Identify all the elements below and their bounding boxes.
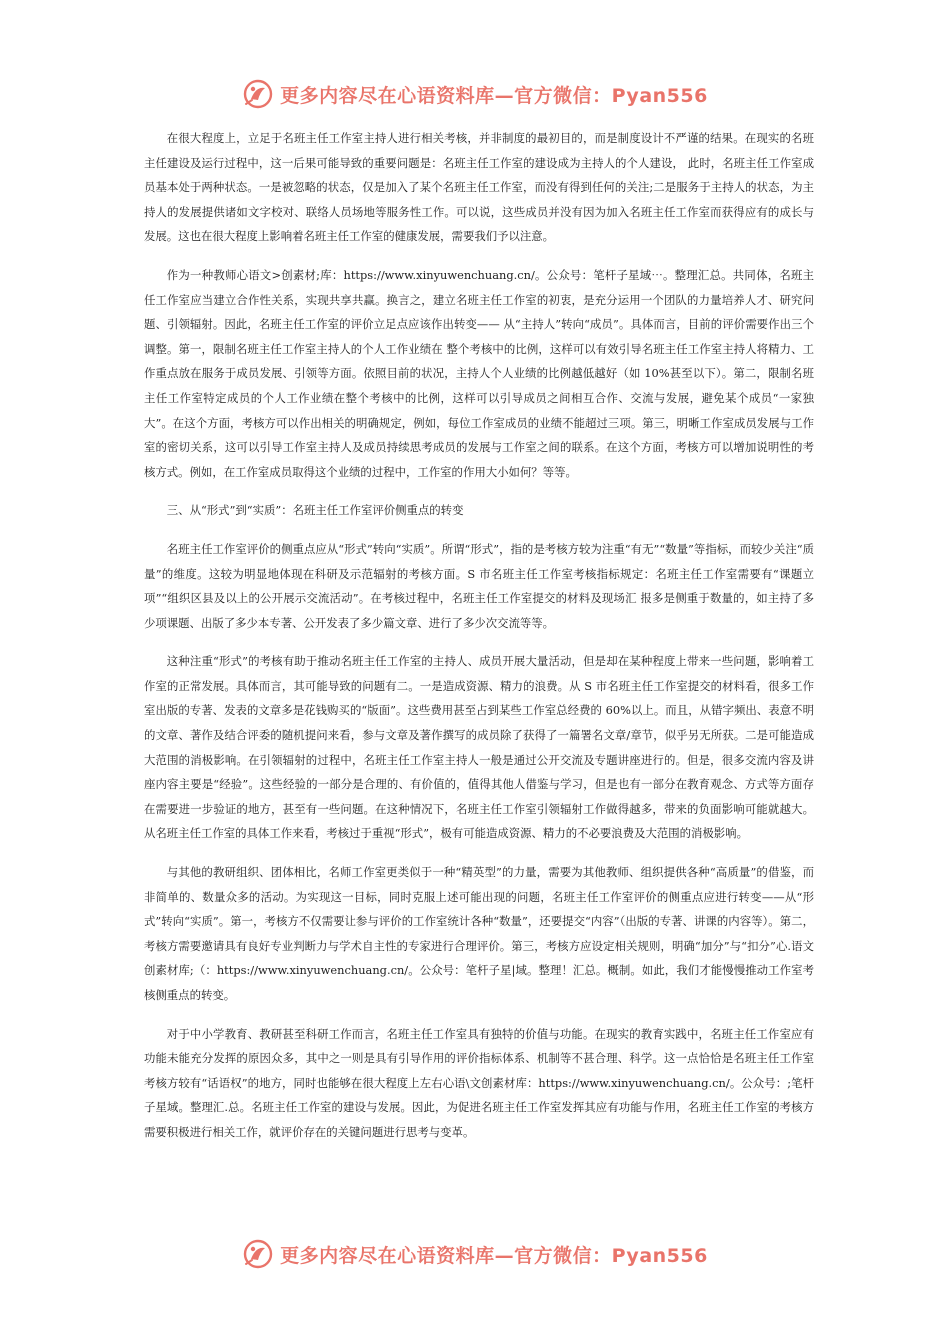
footer-banner (0, 1234, 950, 1274)
banner-text: 更多内容尽在心语资料库—官方微信：Pyan556 (280, 1244, 708, 1267)
section-heading: 三、从“形式”到“实质”：名班主任工作室评价侧重点的转变 (166, 503, 464, 518)
banner-text: 更多内容尽在心语资料库—官方微信：Pyan556 (280, 84, 708, 107)
paragraph-4: 这种注重“形式”的考核有助于推动名班主任工作室的主持人、成员开展大量活动，但是却在某种程度上带来一些问题，影响着工作室的正常发展。具体而言，其可能导致的问题有二。一是造成资源、精力的浪费。从 S 市名班主任工作室提交的材料看，很多工作室出版的专著、发表的文章多是花钱购买的“版面”。这些费用甚至占到某些工作室总经费的 60%以上。而且，从错字频出、表意不明的文章、著作及结合评委的随机提问来看，参与文章及著作撰写的成员除了获得了一篇署名文章/章节，似乎另无所获。二是可能造成大范围的消极影响。在引领辐射的过程中，名班主任工作室主持人一般是通过公开交流及专题讲座进行的。但是，很多交流内容及讲座内容主要是“经验”。这些经验的一部分是合理的、有价值的，值得其他人借鉴与学习，但是也有一部分在教育观念、方式等方面存在需要进一步验证的地方，甚至有一些问题。在这种情况下，名班主任工作室引领辐射工作做得越多，带来的负面影响可能就越大。从名班主任工作室的具体工作来看，考核过于重视“形式”，极有可能造成资源、精力的不必要浪费及大范围的消极影响。 (144, 654, 814, 841)
paragraph-1: 在很大程度上，立足于名班主任工作室主持人进行相关考核，并非制度的最初目的，而是制度设计不严谨的结果。在现实的名班主任建设及运行过程中，这一后果可能导致的重要问题是：名班主任工作室的建设成为主持人的个人建设， 此时，名班主任工作室成员基本处于两种状态。一是被忽略的状态，仅是加入了某个名班主任工作室，而没有得到任何的关注;二是服务于主持人的状态，为主持人的发展提供诸如文字校对、联络人员场地等服务性工作。可以说，这些成员并没有因为加入名班主任工作室而获得应有的成长与发展。这也在很大程度上影响着名班主任工作室的健康发展，需要我们予以注意。 (144, 131, 814, 244)
paragraph-3: 名班主任工作室评价的侧重点应从“形式”转向“实质”。所谓“形式”，指的是考核方较为注重“有无”“数量”等指标，而较少关注“质量”的维度。这较为明显地体现在科研及示范辐射的考核方面。S 市名班主任工作室考核指标规定：名班主任工作室需要有“课题立项”“组织区县及以上的公开展示交流活动”。在考核过程中，名班主任工作室提交的材料及现场汇 报多是侧重于数量的，如主持了多少项课题、出版了多少本专著、公开发表了多少篇文章、进行了多少次交流等等。 (144, 541, 814, 630)
logo-icon (242, 1238, 274, 1270)
header-banner (0, 74, 950, 114)
logo-icon (242, 78, 274, 110)
paragraph-6: 对于中小学教育、教研甚至科研工作而言，名班主任工作室具有独特的价值与功能。在现实的教育实践中，名班主任工作室应有功能未能充分发挥的原因众多，其中之一则是具有引导作用的评价指标体系、机制等不甚合理、科学。这一点恰恰是名班主任工作室考核方较有“话语权”的地方，同时也能够在很大程度上左右心语\文创素材库：https://www.xinyuwenchuang.cn/。公众号：;笔杆子星域。整理汇.总。名班主任工作室的建设与发展。因此，为促进名班主任工作室发挥其应有功能与作用，名班主任工作室的考核方需要积极进行相关工作，就评价存在的关键问题进行思考与变革。 (144, 1026, 814, 1139)
document-body (144, 126, 814, 1159)
paragraph-5: 与其他的教研组织、团体相比，名师工作室更类似于一种“精英型”的力量，需要为其他教师、组织提供各种“高质量”的借鉴，而非简单的、数量众多的活动。为实现这一目标，同时克服上述可能出现的问题，名班主任工作室评价的侧重点应进行转变——从“形式”转向“实质”。第一，考核方不仅需要让参与评价的工作室统计各种“数量”，还要提交“内容”（出版的专著、讲课的内容等）。第二，考核方需要邀请具有良好专业判断力与学术自主性的专家进行合理评价。第三，考核方应设定相关规则，明确“加分”与“扣分”心.语文创素材库;（：https://www.xinyuwenchuang.cn/。公众号：笔杆子星|域。整理！汇总。概制。如此，我们才能慢慢推动工作室考核侧重点的转变。 (144, 865, 814, 1002)
paragraph-2: 作为一种教师心语文>创素材;库：https://www.xinyuwenchuang.cn/。公众号：笔杆子星域⋯。整理汇总。共同体，名班主任工作室应当建立合作性关系，实现共享共赢。换言之，建立名班主任工作室的初衷，是充分运用一个团队的力量培养人才、研究问题、引领辐射。因此，名班主任工作室的评价立足点应该作出转变—— 从“主持人”转向“成员”。具体而言，目前的评价需要作出三个调整。第一，限制名班主任工作室主持人的个人工作业绩在 整个考核中的比例，这样可以有效引导名班主任工作室主持人将精力、工作重点放在服务于成员发展、引领等方面。依照目前的状况，主持人个人业绩的比例越低越好（如 10%甚至以下）。第二，限制名班主任工作室特定成员的个人工作业绩在整个考核中的比例，这样可以引导成员之间相互合作、交流与发展，避免某个成员“一家独大”。在这个方面，考核方可以作出相关的明确规定，例如，每位工作室成员的业绩不能超过三项。第三，明晰工作室成员发展与工作室的密切关系，这可以引导工作室主持人及成员持续思考成员的发展与工作室之间的联系。在这个方面，考核方可以增加说明性的考核方式。例如，在工作室成员取得这个业绩的过程中，工作室的作用大小如何？等等。 (144, 267, 814, 479)
